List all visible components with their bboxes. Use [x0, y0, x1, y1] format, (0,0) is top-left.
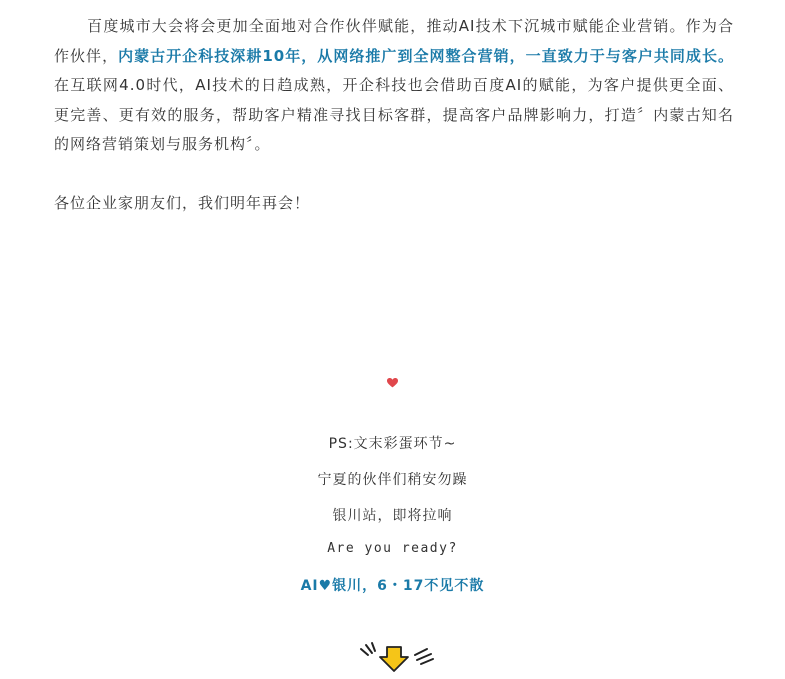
yinchuan-line: 银川站，即将拉响	[332, 508, 453, 524]
spacer	[54, 160, 734, 189]
ps-line: PS:文末彩蛋环节~	[328, 436, 457, 452]
article-body	[54, 12, 734, 218]
paragraph-text-2: 在互联网4.0时代，AI技术的日趋成熟，开企科技也会借助百度AI的赋能，为客户提供更全面、更完善、更有效的服务，帮助客户精准寻找目标客群，提高客户品牌影响力，打造〞内蒙古知名的网络营销策划与服务机构〞。	[54, 76, 734, 153]
heart-divider	[0, 373, 785, 391]
ready-line: Are you ready?	[327, 541, 458, 556]
ningxia-line: 宁夏的伙伴们稍安勿躁	[317, 472, 468, 488]
paragraph-main	[54, 12, 734, 160]
closing-line: 各位企业家朋友们，我们明年再会！	[54, 193, 311, 212]
highlight-text: 内蒙古开企科技深耕10年，从网络推广到全网整合营销，一直致力于与客户共同成长。	[118, 46, 734, 65]
event-date-line: AI♥银川，6・17不见不散	[300, 578, 485, 594]
paragraph-text-1: 百度城市大会将会更加全面地对合作伙伴赋能，推动AI技术下沉城市赋能企业营销。作为合作伙伴，	[54, 17, 734, 65]
down-arrow-icon	[357, 641, 437, 675]
heart-icon	[387, 378, 398, 388]
